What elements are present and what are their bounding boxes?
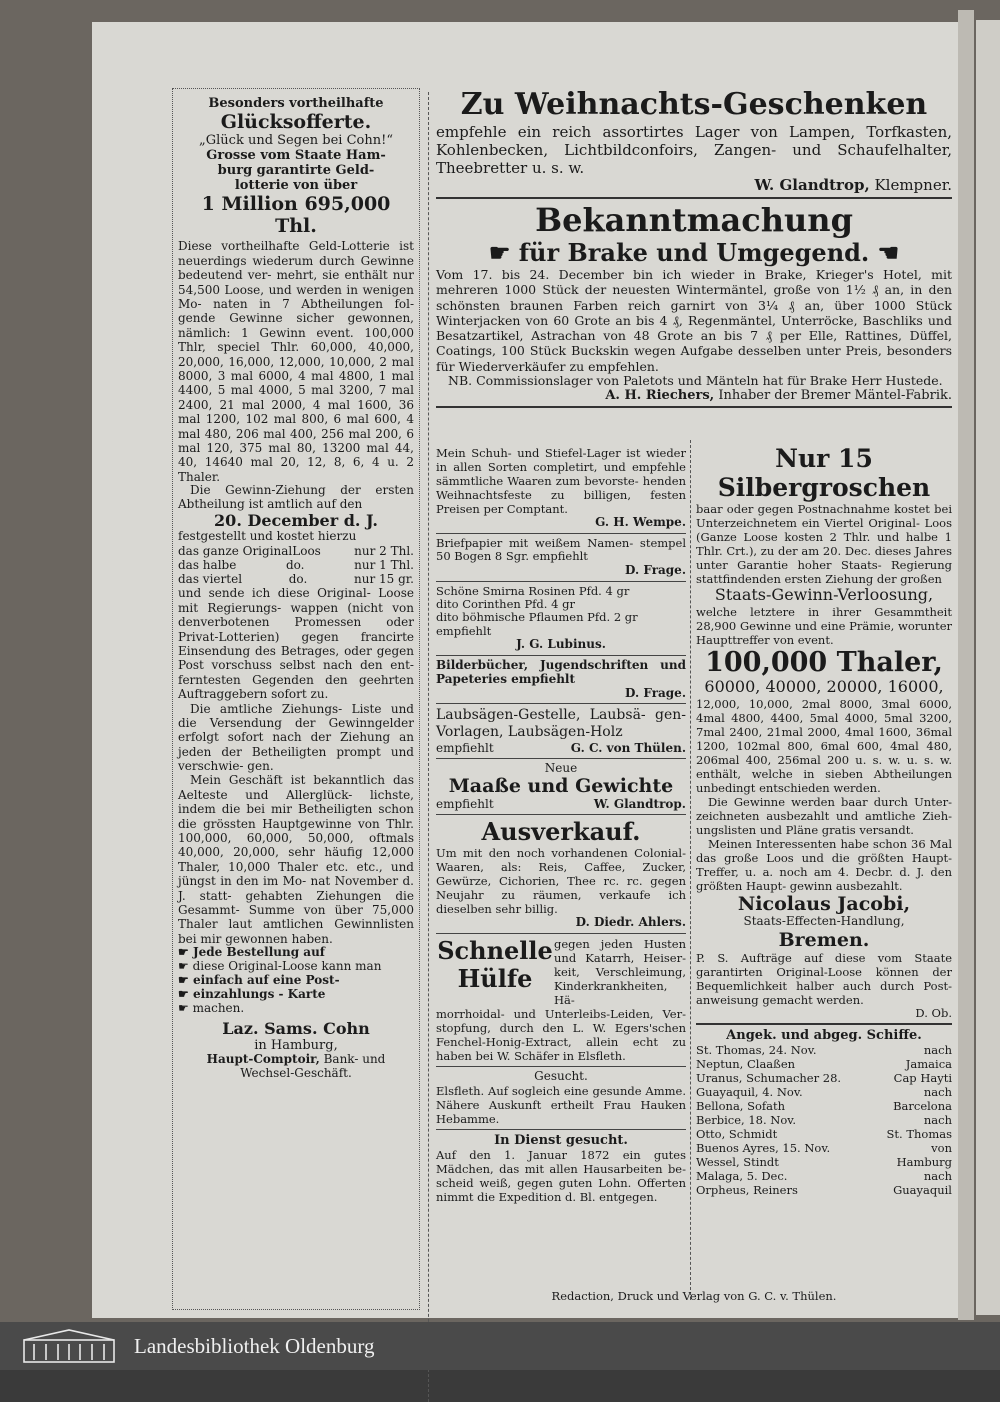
ad-text: einzahlungs - Karte [192,986,326,1001]
ship-name: Berbice, 18. Nov. [696,1113,797,1128]
signature-name: A. H. Riechers, [605,388,715,404]
price-row [178,558,414,572]
maasse-title: Maaße und Gewichte [448,775,674,798]
ad-paragraph [178,960,414,974]
price-label: das halbe [178,558,237,573]
bekanntmachung-title: Bekanntmachung [535,201,853,240]
ad-signature-office: Haupt-Comptoir, [206,1052,320,1067]
schnelle-title-box [436,937,554,1007]
hand-pointer-icon: ☛ [178,959,193,974]
dienst-body: Auf den 1. Januar 1872 ein gutes Mädchen, das mit allen Hausarbeiten be- scheid weiß, gegen guten Lohn. Offerten nimmt die Expedition d. Bl. entgegen. [436,1148,686,1205]
library-footer [0,1322,1000,1370]
ship-row [696,1085,952,1099]
ship-destination: Cap Hayti [893,1071,952,1086]
ships-list [696,1043,952,1197]
ship-destination: nach [923,1113,952,1128]
price-label: das ganze OriginalLoos [178,544,321,559]
ad-signature-type: Bank- und [323,1052,386,1067]
silbergroschen-title: Nur 15 Silbergroschen [717,444,931,502]
ausverkauf-signature: D. Diedr. Ahlers. [575,915,686,930]
maasse-empfiehlt: empfiehlt [436,797,494,812]
column-rule [428,92,429,1402]
bilder-signature: D. Frage. [625,685,686,700]
price-value: nur 2 Thl. [354,544,414,559]
ad-paragraph: festgestellt und kostet hierzu [178,529,357,544]
ship-name: St. Thomas, 24. Nov. [696,1043,817,1058]
library-name: Landesbibliothek Oldenburg [134,1334,375,1358]
ad-amount: 1 Million 695,000 Thl. [201,193,391,238]
schnelle-title: Schnelle [437,936,553,966]
divider [436,1066,686,1067]
ship-name: Orpheus, Reiners [696,1183,798,1198]
schnelle-side-text: gegen jeden Husten und Katarrh, Heiser- keit, Verschleimung, Kinderkrankheiten, Hä- [554,937,686,1008]
bekanntmachung-signature [436,388,952,403]
ad-text: Jede Bestellung auf [192,945,325,960]
ad-title: Glücksofferte. [220,111,372,134]
laubsaegen-signature: G. C. von Thülen. [570,740,686,755]
signature-name: W. Glandtrop, [754,175,870,194]
ship-destination: Hamburg [896,1155,952,1170]
divider [436,197,952,199]
bekanntmachung-sub-text: für Brake und Umgegend. [518,238,870,268]
hand-pointer-icon: ☛ [178,945,193,960]
right-top-section [436,88,952,411]
ad-text: einfach auf eine Post- [192,972,340,987]
laubsaegen-empfiehlt: empfiehlt [436,740,494,755]
ship-destination: nach [923,1043,952,1058]
price-row [178,572,414,586]
silbergroschen-body: 12,000, 10,000, 2mal 8000, 3mal 6000, 4mal 4800, 4400, 5mal 4000, 5mal 3200, 7mal 2400, 21mal 2000, 4mal 1600, 36mal 1200, 102mal 800, 6mal 600, 4mal 480, 206mal 400, 256mal 200 u. s. w. u. s. w. enthält, welche in sieben Abtheilungen unbedingt entschieden werden. [696,696,952,795]
ad-paragraph: Die Gewinn-Ziehung der ersten Abtheilung ist amtlich auf den [178,483,414,512]
ad-paragraph [178,988,414,1002]
ship-row [696,1099,952,1113]
silbergroschen-city: Bremen. [778,928,870,951]
maasse-signature-row [436,797,686,811]
ad-paragraph [178,1002,414,1016]
divider [436,581,686,582]
divider [436,655,686,656]
inner-column-rule [690,440,691,1300]
right-subcolumn-left [436,446,686,1205]
gesucht-title: Gesucht. [534,1069,588,1084]
ship-name: Guayaquil, 4. Nov. [696,1085,803,1100]
ad-paragraph: Mein Geschäft ist bekanntlich das Aelteste und Allerglück- lichste, indem die bei mir Betheiligten schon die grössten Hauptgewinne von Thlr. 100,000, 60,000, 50,000, oftmals 40,000, 20,000, sehr häufig 12,000 Thaler, 10,000 Thaler etc. etc., und jüngst in den im Mo- nat November d. J. statt- gehabten Ziehungen die Gesammt- Summe von über 75,000 Thaler laut amtlichen Gewinnlisten bei mir gewonnen haben. [178,773,414,946]
weihnachts-title: Zu Weihnachts-Geschenken [460,87,928,122]
laubsaegen-body: Laubsägen-Gestelle, Laubsä- gen-Vorlagen, Laubsägen-Holz [436,707,686,740]
signature-title: Klempner. [874,175,952,194]
ad-paragraph: Die amtliche Ziehungs- Liste und die Versendung der Gewinngelder erfolgt sofort nach der Ziehung an jeden der Betheiligten prompt und verschwie- gen. [178,701,414,774]
library-building-logo-icon [20,1328,118,1364]
schuh-signature: G. H. Wempe. [595,515,686,530]
ad-paragraph: und sende ich diese Original- Loose mit Regierungs- wappen (nicht von denverbotenen Promessen oder Privat-Lotterien) gegen francirte Einsendung des Betrages, oder gegen Post vorschuss selbst nach den ent- ferntesten Gegenden den geehrten Auftraggebern sofort zu. [178,586,414,702]
silbergroschen-verloosung: Staats-Gewinn-Verloosung, [714,585,934,605]
price-label: das viertel [178,572,243,587]
ad-signature-type: Wechsel-Geschäft. [240,1066,352,1081]
dienst-title: In Dienst gesucht. [494,1133,628,1149]
silbergroschen-signature: Nicolaus Jacobi, [737,892,911,915]
ship-name: Buenos Ayres, 15. Nov. [696,1141,831,1156]
ship-row [696,1183,952,1197]
schnelle-hulfe-block [436,937,686,1007]
ship-row [696,1155,952,1169]
ausverkauf-title: Ausverkauf. [481,817,641,847]
silbergroschen-firm: Staats-Effecten-Handlung, [743,913,905,928]
ad-paragraph [178,974,414,988]
divider [436,703,686,704]
price-ditto: do. [288,572,308,587]
hand-pointer-icon: ☛ [178,986,193,1001]
bilder-body: Bilderbücher, Jugendschriften und Papeteries empfiehlt [436,657,686,686]
maasse-signature: W. Glandtrop. [593,797,686,812]
ad-signature-city: in Hamburg, [254,1038,338,1054]
rosinen-line: dito Corinthen Pfd. 4 gr [436,596,575,611]
signature-title: Inhaber der Bremer Mäntel-Fabrik. [718,388,952,404]
ship-destination: nach [923,1169,952,1184]
briefpapier-signature: D. Frage. [625,562,686,577]
silbergroschen-numbers: 60000, 40000, 20000, 16000, [704,677,944,696]
ship-name: Wessel, Stindt [696,1155,779,1170]
weihnachts-body: empfehle ein reich assortirtes Lager von Lampen, Torfkasten, Kohlenbecken, Lichtbildconfoirs, Zangen- und Schaufelhalter, Theebretter u. s. w. [436,122,952,177]
ship-name: Malaga, 5. Dec. [696,1169,788,1184]
bekanntmachung-subtitle [436,239,952,267]
ship-row [696,1043,952,1057]
ad-line: lotterie von über [234,178,358,194]
briefpapier-body: Briefpapier mit weißem Namen- stempel 50 Bogen 8 Sgr. empfiehlt [436,535,686,564]
ad-line: Grosse vom Staate Ham- [206,148,386,164]
hand-pointer-icon: ☛ [178,972,193,987]
bekanntmachung-nb: NB. Commissionslager von Paletots und Mänteln hat für Brake Herr Hustede. [448,372,943,388]
divider [696,1023,952,1025]
hulfe-title: Hülfe [457,964,533,994]
ship-destination: St. Thomas [886,1127,952,1142]
ship-destination: nach [923,1085,952,1100]
silbergroschen-body: Meinen Interessenten habe schon 36 Mal das große Loos und die größten Haupt-Treffer, u. a. noch am 4. Decbr. d. J. den größten Haupt- gewinn ausbezahlt. [696,836,952,893]
left-column [178,96,414,1321]
schnelle-body: morrhoidal- und Unterleibs-Leiden, Ver- stopfung, durch den L. W. Egers'schen Fenchel-Honig-Extract, allein echt zu haben bei W. Schäfer in Elsfleth. [436,1007,686,1064]
ship-row [696,1169,952,1183]
ad-motto: „Glück und Segen bei Cohn!“ [199,133,393,149]
page-gutter [958,10,974,1320]
ship-name: Otto, Schmidt [696,1127,778,1142]
rosinen-signature: J. G. Lubinus. [516,636,606,651]
price-value: nur 1 Thl. [354,558,414,573]
hand-pointer-icon: ☚ [869,238,900,268]
next-page-edge [976,20,1000,1315]
hand-pointer-icon: ☛ [488,238,519,268]
silbergroschen-ps-signature: D. Ob. [915,1005,952,1020]
silbergroschen-body: welche letztere in ihrer Gesammtheit 28,900 Gewinne und eine Prämie, worunter Haupttreffer von event. [696,604,952,647]
divider [436,814,686,815]
ship-name: Uranus, Schumacher 28. [696,1071,842,1086]
bekanntmachung-body: Vom 17. bis 24. December bin ich wieder in Brake, Krieger's Hotel, mit mehreren 1000 Stück der neuesten Wintermäntel, große von 1½ ₰ an, in den schönsten braunen Farben reich garnirt von 3¼ ₰ an, über 1000 Stück Winterjacken von 60 Grote an bis 4 ₰, Regenmäntel, Unterröcke, Baschliks und Besatzartikel, Astrachan von 48 Grote an bis 7 ₰ per Elle, Rattines, Düffel, Coatings, 100 Stück Buckskin wegen Aufgabe desselben unter Preis, besonders für Wiederverkäufer zu empfehlen. [436,267,952,374]
divider [436,533,686,534]
ad-text: diese Original-Loose kann man [192,959,382,974]
silbergroschen-body: Die Gewinne werden baar durch Unter- zeichneten ausbezahlt und amtliche Zieh- ungslisten und Pläne gratis versandt. [696,794,952,837]
ship-name: Bellona, Sofath [696,1099,786,1114]
silbergroschen-ps: P. S. Aufträge auf diese vom Staate garantirten Original-Loose können der Bequemlichkeit halber auch durch Post- anweisung gemacht werden. [696,950,952,1007]
ad-paragraph [178,946,414,960]
ship-destination: Jamaica [905,1057,952,1072]
divider [436,406,952,408]
ship-row [696,1071,952,1085]
rosinen-line: empfiehlt [436,623,492,638]
ad-signature: Laz. Sams. Cohn [222,1018,370,1038]
gesucht-body: Elsfleth. Auf sogleich eine gesunde Amme. Nähere Auskunft ertheilt Frau Hauken Hebamme. [436,1084,686,1127]
schuh-body: Mein Schuh- und Stiefel-Lager ist wieder in allen Sorten completirt, und empfehle sämmtliche Waaren zum bevorste- henden Weihnachtsfeste zu billigen, festen Preisen per Comptant. [436,446,686,517]
ship-name: Neptun, Claaßen [696,1057,796,1072]
ship-row [696,1113,952,1127]
rosinen-line: dito böhmische Pflaumen Pfd. 2 gr [436,610,638,625]
ship-destination: Barcelona [893,1099,952,1114]
ship-destination: von [931,1141,952,1156]
hand-pointer-icon: ☛ [178,1000,193,1015]
right-subcolumn-right [696,444,952,1197]
maasse-pre: Neue [544,760,578,775]
ship-row [696,1141,952,1155]
rosinen-line: Schöne Smirna Rosinen Pfd. 4 gr [436,583,630,598]
price-value: nur 15 gr. [353,572,414,587]
ad-text: machen. [192,1000,245,1015]
price-row [178,544,414,558]
weihnachts-signature [436,177,952,194]
ad-date: 20. December d. J. [214,510,378,530]
ad-heading: Besonders vortheilhafte [208,96,384,111]
ship-row [696,1057,952,1071]
imprint: Redaction, Druck und Verlag von G. C. v. Thülen. [551,1289,837,1303]
laubsaegen-signature-row [436,741,686,755]
divider [436,1129,686,1130]
ad-paragraph: Diese vortheilhafte Geld-Lotterie ist neuerdings wiederum durch Gewinne bedeutend ver- mehrt, sie enthält nur 54,500 Loose, und werden in wenigen Mo- naten in 7 Abtheilungen fol- gende Gewinne sicher gewonnen, nämlich: 1 Gewinn event. 100,000 Thlr, speciel Thlr. 60,000, 40,000, 20,000, 16,000, 12,000, 10,000, 2 mal 8000, 3 mal 6000, 4 mal 4800, 1 mal 4400, 5 mal 4000, 5 mal 3200, 7 mal 2400, 21 mal 2000, 4 mal 1600, 36 mal 1200, 102 mal 800, 6 mal 600, 4 mal 480, 206 mal 400, 256 mal 200, 6 mal 120, 375 mal 80, 13200 mal 44, 40, 14640 mal 20, 12, 8, 6, 4 u. 2 Thaler. [178,239,414,484]
ausverkauf-body: Um mit den noch vorhandenen Colonial- Waaren, als: Reis, Caffee, Zucker, Gewürze, Cichorien, Thee rc. rc. gegen Neujahr zu räumen, verkaufe ich dieselben sehr billig. [436,846,686,917]
divider [436,758,686,759]
silbergroschen-big-prize: 100,000 Thaler, [705,646,943,678]
ships-title: Angek. und abgeg. Schiffe. [726,1028,922,1044]
ad-line: burg garantirte Geld- [217,163,375,179]
ship-destination: Guayaquil [893,1183,952,1198]
price-ditto: do. [285,558,305,573]
divider [436,933,686,934]
silbergroschen-body: baar oder gegen Postnachnahme kostet bei Unterzeichnetem ein Viertel Original- Loos (Ganze Loose kosten 2 Thlr. und halbe 1 Thlr. Crt.), zu der am 20. Dec. dieses Jahres unter Garantie hoher Staats- Regierung stattfindenden ersten Ziehung der großen [696,502,952,587]
ad-signature-line [178,1053,414,1067]
ship-row [696,1127,952,1141]
